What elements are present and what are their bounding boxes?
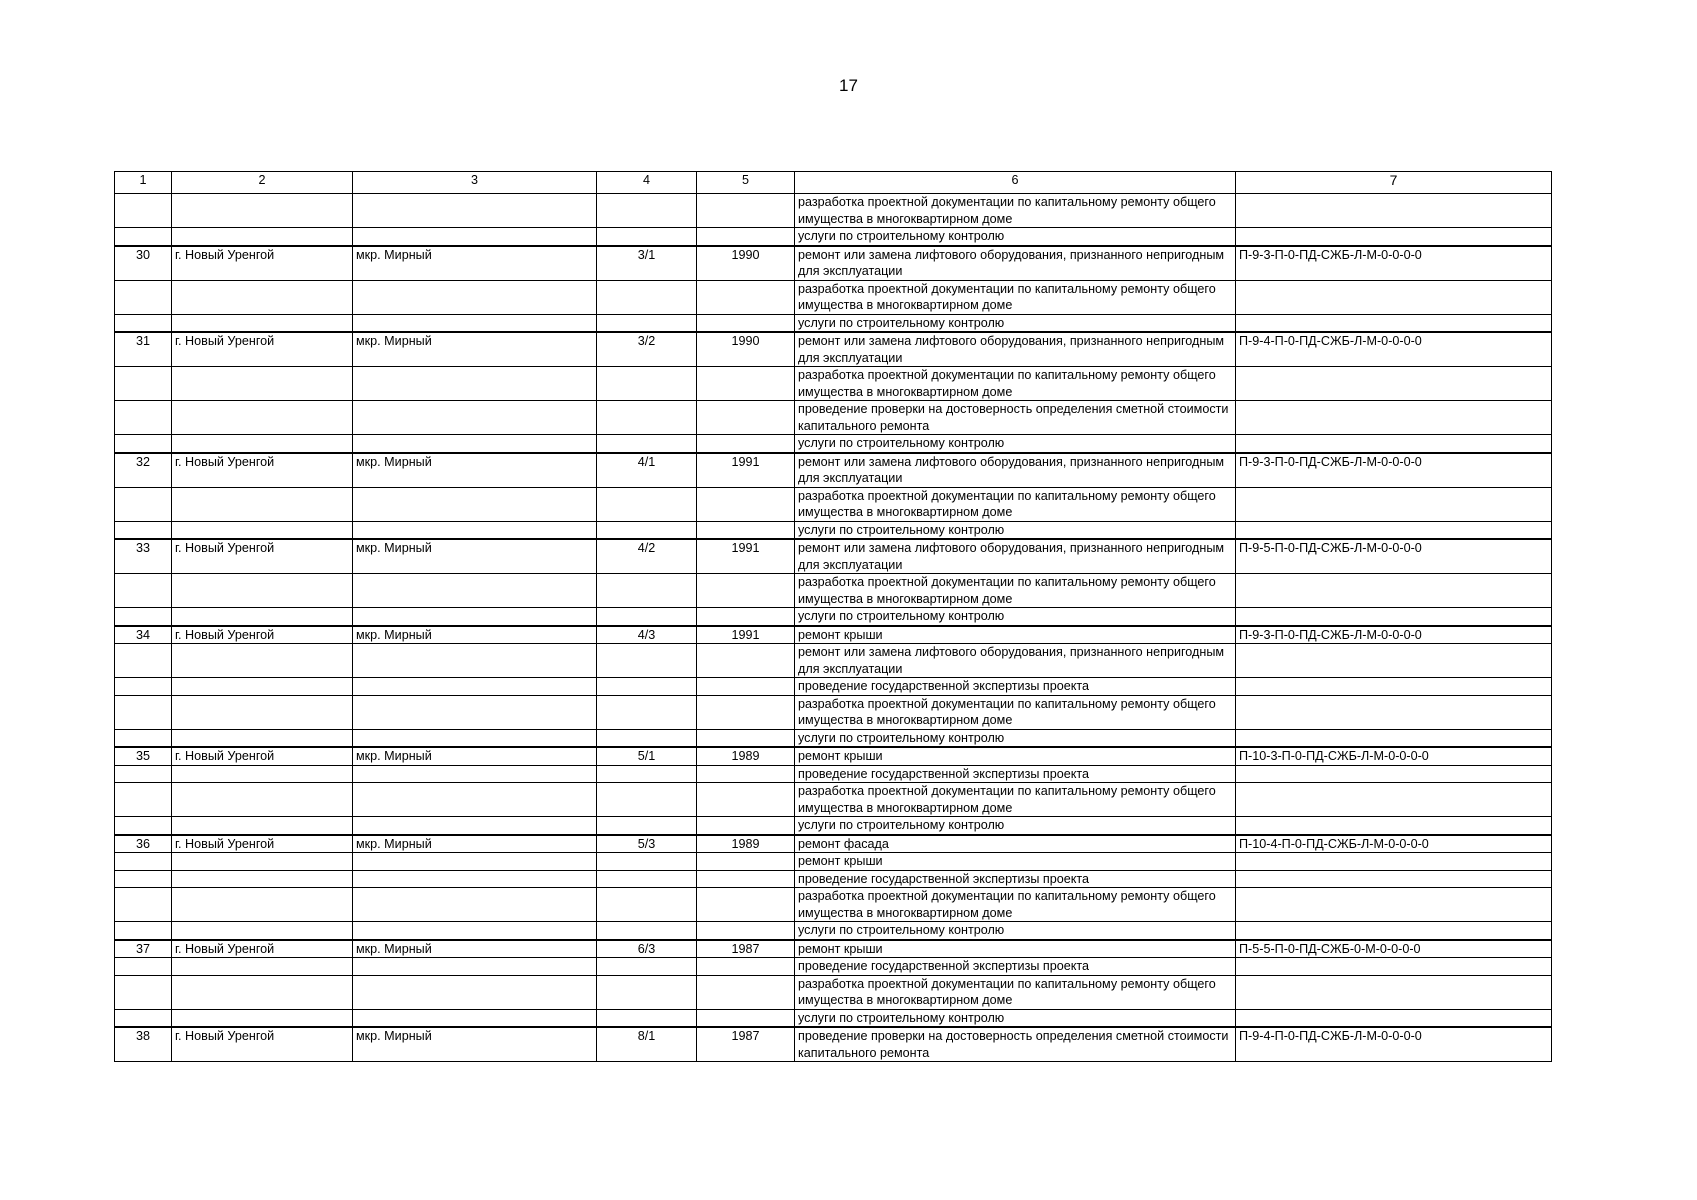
house-code-cell bbox=[1236, 314, 1552, 332]
year-cell bbox=[697, 765, 795, 783]
table-row bbox=[115, 678, 1552, 696]
house-number-cell bbox=[597, 280, 697, 314]
year-cell bbox=[697, 975, 795, 1009]
city-cell bbox=[172, 853, 353, 871]
district-cell bbox=[353, 695, 597, 729]
district-cell bbox=[353, 521, 597, 539]
city-cell: г. Новый Уренгой bbox=[172, 453, 353, 488]
district-cell: мкр. Мирный bbox=[353, 747, 597, 765]
house-number-cell bbox=[597, 521, 697, 539]
row-number-cell: 37 bbox=[115, 940, 172, 958]
house-number-cell bbox=[597, 1009, 697, 1027]
year-cell: 1989 bbox=[697, 747, 795, 765]
house-number-cell bbox=[597, 853, 697, 871]
table-row bbox=[115, 783, 1552, 817]
row-number-cell bbox=[115, 853, 172, 871]
work-type-cell: ремонт крыши bbox=[795, 626, 1236, 644]
house-code-cell bbox=[1236, 922, 1552, 940]
house-number-cell bbox=[597, 695, 697, 729]
house-number-cell bbox=[597, 678, 697, 696]
year-cell: 1990 bbox=[697, 246, 795, 281]
year-cell bbox=[697, 783, 795, 817]
house-code-cell bbox=[1236, 695, 1552, 729]
district-cell bbox=[353, 367, 597, 401]
house-number-cell bbox=[597, 975, 697, 1009]
work-type-cell: разработка проектной документации по капитальному ремонту общего имущества в многоквартирном доме bbox=[795, 975, 1236, 1009]
year-cell bbox=[697, 695, 795, 729]
work-type-cell: проведение государственной экспертизы проекта bbox=[795, 678, 1236, 696]
table-header-row bbox=[115, 172, 1552, 194]
house-number-cell: 4/3 bbox=[597, 626, 697, 644]
table-row bbox=[115, 539, 1552, 574]
city-cell bbox=[172, 401, 353, 435]
city-cell bbox=[172, 435, 353, 453]
year-cell bbox=[697, 574, 795, 608]
table-row bbox=[115, 1027, 1552, 1062]
row-number-cell bbox=[115, 1009, 172, 1027]
city-cell bbox=[172, 574, 353, 608]
column-header: 4 bbox=[597, 172, 697, 194]
table-row bbox=[115, 435, 1552, 453]
year-cell bbox=[697, 729, 795, 747]
table-row bbox=[115, 922, 1552, 940]
district-cell bbox=[353, 574, 597, 608]
work-type-cell: проведение проверки на достоверность определения сметной стоимости капитального ремонта bbox=[795, 1027, 1236, 1062]
year-cell bbox=[697, 644, 795, 678]
table-row bbox=[115, 314, 1552, 332]
city-cell bbox=[172, 314, 353, 332]
district-cell bbox=[353, 975, 597, 1009]
district-cell bbox=[353, 401, 597, 435]
district-cell bbox=[353, 228, 597, 246]
district-cell: мкр. Мирный bbox=[353, 332, 597, 367]
table-row bbox=[115, 367, 1552, 401]
house-number-cell: 6/3 bbox=[597, 940, 697, 958]
house-code-cell: П-9-4-П-0-ПД-СЖБ-Л-М-0-0-0-0 bbox=[1236, 1027, 1552, 1062]
work-type-cell: ремонт или замена лифтового оборудования, признанного непригодным для эксплуатации bbox=[795, 453, 1236, 488]
city-cell bbox=[172, 958, 353, 976]
year-cell: 1987 bbox=[697, 1027, 795, 1062]
row-number-cell bbox=[115, 608, 172, 626]
table-row bbox=[115, 280, 1552, 314]
house-number-cell bbox=[597, 487, 697, 521]
city-cell bbox=[172, 870, 353, 888]
city-cell bbox=[172, 644, 353, 678]
city-cell bbox=[172, 975, 353, 1009]
house-code-cell: П-5-5-П-0-ПД-СЖБ-0-М-0-0-0-0 bbox=[1236, 940, 1552, 958]
year-cell bbox=[697, 888, 795, 922]
row-number-cell bbox=[115, 765, 172, 783]
table-row bbox=[115, 870, 1552, 888]
work-type-cell: разработка проектной документации по капитальному ремонту общего имущества в многоквартирном доме bbox=[795, 280, 1236, 314]
work-type-cell: услуги по строительному контролю bbox=[795, 729, 1236, 747]
district-cell bbox=[353, 853, 597, 871]
city-cell bbox=[172, 783, 353, 817]
house-code-cell: П-9-3-П-0-ПД-СЖБ-Л-М-0-0-0-0 bbox=[1236, 246, 1552, 281]
house-code-cell bbox=[1236, 783, 1552, 817]
work-type-cell: услуги по строительному контролю bbox=[795, 435, 1236, 453]
city-cell bbox=[172, 922, 353, 940]
house-code-cell bbox=[1236, 975, 1552, 1009]
house-number-cell bbox=[597, 574, 697, 608]
house-number-cell: 4/2 bbox=[597, 539, 697, 574]
work-type-cell: ремонт крыши bbox=[795, 940, 1236, 958]
house-number-cell: 3/2 bbox=[597, 332, 697, 367]
row-number-cell bbox=[115, 870, 172, 888]
work-type-cell: разработка проектной документации по капитальному ремонту общего имущества в многоквартирном доме bbox=[795, 888, 1236, 922]
work-type-cell: услуги по строительному контролю bbox=[795, 817, 1236, 835]
work-type-cell: ремонт или замена лифтового оборудования, признанного непригодным для эксплуатации bbox=[795, 332, 1236, 367]
table-row bbox=[115, 975, 1552, 1009]
house-code-cell: П-9-5-П-0-ПД-СЖБ-Л-М-0-0-0-0 bbox=[1236, 539, 1552, 574]
table-row bbox=[115, 574, 1552, 608]
row-number-cell bbox=[115, 888, 172, 922]
row-number-cell bbox=[115, 922, 172, 940]
row-number-cell: 36 bbox=[115, 835, 172, 853]
table-row bbox=[115, 246, 1552, 281]
city-cell: г. Новый Уренгой bbox=[172, 246, 353, 281]
row-number-cell bbox=[115, 367, 172, 401]
city-cell bbox=[172, 695, 353, 729]
city-cell bbox=[172, 817, 353, 835]
district-cell bbox=[353, 958, 597, 976]
work-type-cell: ремонт или замена лифтового оборудования, признанного непригодным для эксплуатации bbox=[795, 644, 1236, 678]
house-number-cell bbox=[597, 729, 697, 747]
year-cell bbox=[697, 228, 795, 246]
city-cell bbox=[172, 1009, 353, 1027]
district-cell bbox=[353, 870, 597, 888]
house-code-cell bbox=[1236, 367, 1552, 401]
row-number-cell bbox=[115, 228, 172, 246]
year-cell bbox=[697, 367, 795, 401]
year-cell bbox=[697, 194, 795, 228]
city-cell: г. Новый Уренгой bbox=[172, 747, 353, 765]
row-number-cell bbox=[115, 958, 172, 976]
table-row bbox=[115, 1009, 1552, 1027]
table-row bbox=[115, 608, 1552, 626]
year-cell bbox=[697, 280, 795, 314]
table-row bbox=[115, 835, 1552, 853]
table-row bbox=[115, 853, 1552, 871]
house-number-cell bbox=[597, 958, 697, 976]
district-cell bbox=[353, 729, 597, 747]
house-code-cell bbox=[1236, 817, 1552, 835]
house-number-cell bbox=[597, 870, 697, 888]
work-type-cell: ремонт фасада bbox=[795, 835, 1236, 853]
house-code-cell bbox=[1236, 435, 1552, 453]
district-cell bbox=[353, 765, 597, 783]
house-code-cell: П-9-3-П-0-ПД-СЖБ-Л-М-0-0-0-0 bbox=[1236, 626, 1552, 644]
year-cell bbox=[697, 314, 795, 332]
house-number-cell: 5/3 bbox=[597, 835, 697, 853]
district-cell bbox=[353, 314, 597, 332]
house-number-cell bbox=[597, 194, 697, 228]
district-cell bbox=[353, 922, 597, 940]
district-cell: мкр. Мирный bbox=[353, 626, 597, 644]
house-number-cell: 8/1 bbox=[597, 1027, 697, 1062]
house-code-cell bbox=[1236, 958, 1552, 976]
row-number-cell bbox=[115, 574, 172, 608]
city-cell bbox=[172, 228, 353, 246]
work-type-cell: разработка проектной документации по капитальному ремонту общего имущества в многоквартирном доме bbox=[795, 487, 1236, 521]
house-code-cell: П-10-3-П-0-ПД-СЖБ-Л-М-0-0-0-0 bbox=[1236, 747, 1552, 765]
house-number-cell: 4/1 bbox=[597, 453, 697, 488]
work-type-cell: услуги по строительному контролю bbox=[795, 314, 1236, 332]
year-cell bbox=[697, 1009, 795, 1027]
table-row bbox=[115, 940, 1552, 958]
work-type-cell: ремонт крыши bbox=[795, 747, 1236, 765]
year-cell bbox=[697, 521, 795, 539]
district-cell bbox=[353, 194, 597, 228]
district-cell: мкр. Мирный bbox=[353, 835, 597, 853]
row-number-cell bbox=[115, 817, 172, 835]
capital-repair-table bbox=[114, 171, 1552, 1062]
row-number-cell: 33 bbox=[115, 539, 172, 574]
work-type-cell: проведение проверки на достоверность определения сметной стоимости капитального ремонта bbox=[795, 401, 1236, 435]
year-cell bbox=[697, 817, 795, 835]
district-cell bbox=[353, 888, 597, 922]
house-code-cell: П-9-3-П-0-ПД-СЖБ-Л-М-0-0-0-0 bbox=[1236, 453, 1552, 488]
district-cell bbox=[353, 678, 597, 696]
table-row bbox=[115, 747, 1552, 765]
table-row bbox=[115, 228, 1552, 246]
work-type-cell: разработка проектной документации по капитальному ремонту общего имущества в многоквартирном доме bbox=[795, 367, 1236, 401]
city-cell: г. Новый Уренгой bbox=[172, 1027, 353, 1062]
district-cell: мкр. Мирный bbox=[353, 940, 597, 958]
city-cell bbox=[172, 608, 353, 626]
table-row bbox=[115, 626, 1552, 644]
house-code-cell bbox=[1236, 280, 1552, 314]
year-cell bbox=[697, 870, 795, 888]
work-type-cell: ремонт или замена лифтового оборудования, признанного непригодным для эксплуатации bbox=[795, 539, 1236, 574]
house-code-cell bbox=[1236, 729, 1552, 747]
house-number-cell: 5/1 bbox=[597, 747, 697, 765]
work-type-cell: проведение государственной экспертизы проекта bbox=[795, 870, 1236, 888]
column-header: 7 bbox=[1236, 172, 1552, 194]
house-number-cell bbox=[597, 765, 697, 783]
year-cell: 1987 bbox=[697, 940, 795, 958]
city-cell bbox=[172, 888, 353, 922]
row-number-cell bbox=[115, 487, 172, 521]
house-code-cell bbox=[1236, 487, 1552, 521]
district-cell: мкр. Мирный bbox=[353, 453, 597, 488]
house-number-cell: 3/1 bbox=[597, 246, 697, 281]
work-type-cell: проведение государственной экспертизы проекта bbox=[795, 958, 1236, 976]
city-cell bbox=[172, 765, 353, 783]
table-row bbox=[115, 765, 1552, 783]
year-cell bbox=[697, 608, 795, 626]
district-cell bbox=[353, 608, 597, 626]
year-cell bbox=[697, 958, 795, 976]
district-cell bbox=[353, 487, 597, 521]
work-type-cell: разработка проектной документации по капитальному ремонту общего имущества в многоквартирном доме bbox=[795, 194, 1236, 228]
row-number-cell bbox=[115, 194, 172, 228]
row-number-cell bbox=[115, 314, 172, 332]
work-type-cell: разработка проектной документации по капитальному ремонту общего имущества в многоквартирном доме bbox=[795, 695, 1236, 729]
city-cell: г. Новый Уренгой bbox=[172, 835, 353, 853]
house-number-cell bbox=[597, 228, 697, 246]
column-header: 1 bbox=[115, 172, 172, 194]
city-cell: г. Новый Уренгой bbox=[172, 332, 353, 367]
city-cell bbox=[172, 280, 353, 314]
city-cell bbox=[172, 194, 353, 228]
work-type-cell: услуги по строительному контролю bbox=[795, 521, 1236, 539]
work-type-cell: ремонт или замена лифтового оборудования, признанного непригодным для эксплуатации bbox=[795, 246, 1236, 281]
district-cell bbox=[353, 435, 597, 453]
work-type-cell: проведение государственной экспертизы проекта bbox=[795, 765, 1236, 783]
work-type-cell: разработка проектной документации по капитальному ремонту общего имущества в многоквартирном доме bbox=[795, 574, 1236, 608]
year-cell: 1989 bbox=[697, 835, 795, 853]
city-cell bbox=[172, 521, 353, 539]
row-number-cell bbox=[115, 729, 172, 747]
house-code-cell bbox=[1236, 853, 1552, 871]
district-cell bbox=[353, 280, 597, 314]
table-body bbox=[115, 194, 1552, 1062]
row-number-cell bbox=[115, 521, 172, 539]
row-number-cell: 32 bbox=[115, 453, 172, 488]
house-number-cell bbox=[597, 922, 697, 940]
house-number-cell bbox=[597, 644, 697, 678]
district-cell: мкр. Мирный bbox=[353, 1027, 597, 1062]
house-number-cell bbox=[597, 401, 697, 435]
year-cell bbox=[697, 401, 795, 435]
house-code-cell bbox=[1236, 888, 1552, 922]
year-cell bbox=[697, 678, 795, 696]
year-cell: 1991 bbox=[697, 453, 795, 488]
city-cell bbox=[172, 678, 353, 696]
row-number-cell bbox=[115, 678, 172, 696]
city-cell: г. Новый Уренгой bbox=[172, 539, 353, 574]
column-header: 5 bbox=[697, 172, 795, 194]
row-number-cell: 34 bbox=[115, 626, 172, 644]
house-code-cell bbox=[1236, 194, 1552, 228]
district-cell: мкр. Мирный bbox=[353, 246, 597, 281]
house-code-cell bbox=[1236, 401, 1552, 435]
district-cell bbox=[353, 644, 597, 678]
house-code-cell bbox=[1236, 870, 1552, 888]
table-row bbox=[115, 958, 1552, 976]
year-cell bbox=[697, 853, 795, 871]
row-number-cell: 30 bbox=[115, 246, 172, 281]
row-number-cell bbox=[115, 783, 172, 817]
work-type-cell: услуги по строительному контролю bbox=[795, 1009, 1236, 1027]
row-number-cell bbox=[115, 695, 172, 729]
year-cell bbox=[697, 922, 795, 940]
year-cell: 1991 bbox=[697, 626, 795, 644]
city-cell bbox=[172, 367, 353, 401]
year-cell bbox=[697, 487, 795, 521]
house-number-cell bbox=[597, 435, 697, 453]
year-cell bbox=[697, 435, 795, 453]
house-code-cell bbox=[1236, 1009, 1552, 1027]
house-code-cell bbox=[1236, 608, 1552, 626]
work-type-cell: услуги по строительному контролю bbox=[795, 608, 1236, 626]
row-number-cell bbox=[115, 401, 172, 435]
house-number-cell bbox=[597, 367, 697, 401]
house-code-cell bbox=[1236, 678, 1552, 696]
row-number-cell: 38 bbox=[115, 1027, 172, 1062]
table-row bbox=[115, 487, 1552, 521]
house-code-cell bbox=[1236, 521, 1552, 539]
table-row bbox=[115, 729, 1552, 747]
house-number-cell bbox=[597, 888, 697, 922]
city-cell bbox=[172, 729, 353, 747]
house-code-cell: П-10-4-П-0-ПД-СЖБ-Л-М-0-0-0-0 bbox=[1236, 835, 1552, 853]
year-cell: 1990 bbox=[697, 332, 795, 367]
house-code-cell bbox=[1236, 765, 1552, 783]
house-number-cell bbox=[597, 783, 697, 817]
row-number-cell bbox=[115, 435, 172, 453]
city-cell bbox=[172, 487, 353, 521]
house-code-cell: П-9-4-П-0-ПД-СЖБ-Л-М-0-0-0-0 bbox=[1236, 332, 1552, 367]
district-cell bbox=[353, 817, 597, 835]
work-type-cell: услуги по строительному контролю bbox=[795, 922, 1236, 940]
row-number-cell: 31 bbox=[115, 332, 172, 367]
column-header: 6 bbox=[795, 172, 1236, 194]
table-row bbox=[115, 453, 1552, 488]
work-type-cell: ремонт крыши bbox=[795, 853, 1236, 871]
district-cell: мкр. Мирный bbox=[353, 539, 597, 574]
row-number-cell bbox=[115, 280, 172, 314]
district-cell bbox=[353, 783, 597, 817]
row-number-cell: 35 bbox=[115, 747, 172, 765]
table-row bbox=[115, 695, 1552, 729]
house-number-cell bbox=[597, 817, 697, 835]
work-type-cell: разработка проектной документации по капитальному ремонту общего имущества в многоквартирном доме bbox=[795, 783, 1236, 817]
district-cell bbox=[353, 1009, 597, 1027]
table-row bbox=[115, 401, 1552, 435]
table-row bbox=[115, 521, 1552, 539]
table-row bbox=[115, 817, 1552, 835]
house-number-cell bbox=[597, 314, 697, 332]
row-number-cell bbox=[115, 644, 172, 678]
column-header: 3 bbox=[353, 172, 597, 194]
table-row bbox=[115, 888, 1552, 922]
house-code-cell bbox=[1236, 644, 1552, 678]
column-header: 2 bbox=[172, 172, 353, 194]
page-number: 17 bbox=[839, 76, 858, 95]
table-row bbox=[115, 332, 1552, 367]
house-code-cell bbox=[1236, 574, 1552, 608]
city-cell: г. Новый Уренгой bbox=[172, 940, 353, 958]
house-code-cell bbox=[1236, 228, 1552, 246]
year-cell: 1991 bbox=[697, 539, 795, 574]
house-number-cell bbox=[597, 608, 697, 626]
row-number-cell bbox=[115, 975, 172, 1009]
table-row bbox=[115, 194, 1552, 228]
city-cell: г. Новый Уренгой bbox=[172, 626, 353, 644]
work-type-cell: услуги по строительному контролю bbox=[795, 228, 1236, 246]
table-row bbox=[115, 644, 1552, 678]
